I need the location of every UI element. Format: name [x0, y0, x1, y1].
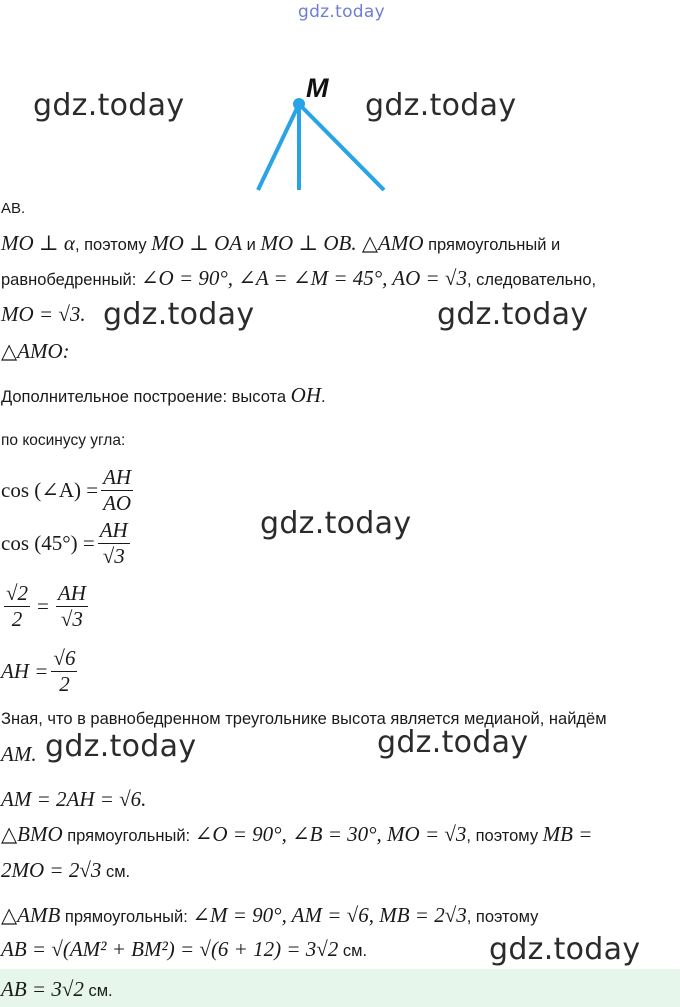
equation-row: [1, 518, 133, 569]
math: OH: [290, 383, 321, 407]
watermark: gdz.today: [260, 506, 412, 541]
text: и: [242, 236, 261, 254]
text: см.: [338, 942, 368, 960]
numerator: AH: [99, 518, 128, 542]
text-line: [1, 231, 560, 256]
fraction: [56, 581, 88, 632]
numerator: √2: [6, 581, 29, 605]
equation-row: [1, 465, 136, 516]
watermark: gdz.today: [365, 88, 517, 123]
text-line: [1, 266, 596, 291]
text: .: [321, 388, 326, 406]
text: прямоугольный:: [60, 908, 193, 926]
equals-sign: =: [37, 594, 49, 618]
math: MO ⊥ OA: [151, 231, 243, 255]
fraction: [98, 518, 130, 569]
math: 2MO = 2√3: [1, 858, 102, 882]
numerator: AH: [103, 465, 132, 489]
text: см.: [83, 982, 113, 1000]
text: равнобедренный:: [1, 271, 141, 289]
denominator: AO: [103, 491, 132, 515]
text-line: Зная, что в равнобедренном треугольнике высота является медианой, найдём: [1, 710, 607, 728]
denominator: √3: [60, 607, 83, 631]
equation-lhs: AH =: [1, 659, 49, 683]
denominator: √3: [102, 544, 125, 568]
denominator: 2: [59, 672, 70, 696]
text: , поэтому: [466, 827, 543, 845]
text: прямоугольный:: [62, 827, 195, 845]
equation-lhs: cos (45°) =: [1, 531, 95, 555]
text: Дополнительное построение: высота: [1, 388, 291, 406]
math: △BMO: [1, 822, 63, 846]
fraction: [4, 581, 30, 632]
math: ∠O = 90°, ∠A = ∠M = 45°, AO = √3: [140, 266, 467, 290]
watermark: gdz.today: [103, 297, 255, 332]
text-line: [1, 903, 538, 928]
math: AB = 3√2: [1, 977, 84, 1001]
math: MO ⊥ OB. △AMO: [260, 231, 424, 255]
math-line: AM = 2AH = √6.: [1, 787, 147, 811]
denominator: 2: [11, 607, 23, 631]
math: ∠O = 90°, ∠B = 30°, MO = √3: [194, 822, 467, 846]
watermark: gdz.today: [489, 932, 641, 967]
watermark: gdz.today: [33, 88, 185, 123]
watermark: gdz.today: [377, 725, 529, 760]
equation-row: [1, 646, 80, 697]
text-line: [1, 822, 592, 847]
watermark-top: gdz.today: [298, 2, 385, 22]
text-line: по косинусу угла:: [1, 432, 126, 449]
label-m: M: [306, 73, 329, 103]
watermark: gdz.today: [45, 729, 197, 764]
math: △AMB: [1, 903, 61, 927]
watermark: gdz.today: [437, 297, 589, 332]
text-line: [1, 383, 326, 408]
text-line: [1, 858, 130, 883]
equation-row: [1, 581, 91, 632]
equation-lhs: cos (∠A) =: [1, 478, 99, 502]
math: MB =: [542, 822, 593, 846]
math: ∠M = 90°, AM = √6, MB = 2√3: [192, 903, 467, 927]
text: , поэтому: [74, 236, 152, 254]
numerator: √6: [53, 646, 76, 670]
fraction: [101, 465, 133, 516]
math-line: MO = √3.: [1, 302, 86, 326]
text-line: AB.: [1, 200, 26, 217]
geometry-figure: [0, 0, 680, 200]
text-line: [1, 937, 367, 962]
text: , следовательно,: [466, 271, 597, 289]
segment-mb: [299, 104, 384, 190]
text: , поэтому: [466, 908, 539, 926]
answer-line: [1, 977, 113, 1002]
math: AB = √(AM² + BM²) = √(6 + 12) = 3√2: [1, 937, 339, 961]
segment-ma: [258, 104, 299, 190]
numerator: AH: [57, 581, 86, 605]
text: прямоугольный и: [423, 236, 561, 254]
math: MO ⊥ α: [1, 231, 75, 255]
fraction: [51, 646, 77, 697]
point-m: [293, 98, 305, 110]
text: см.: [101, 863, 131, 881]
math-line: AM.: [1, 742, 37, 766]
math-line: △AMO:: [1, 339, 70, 363]
